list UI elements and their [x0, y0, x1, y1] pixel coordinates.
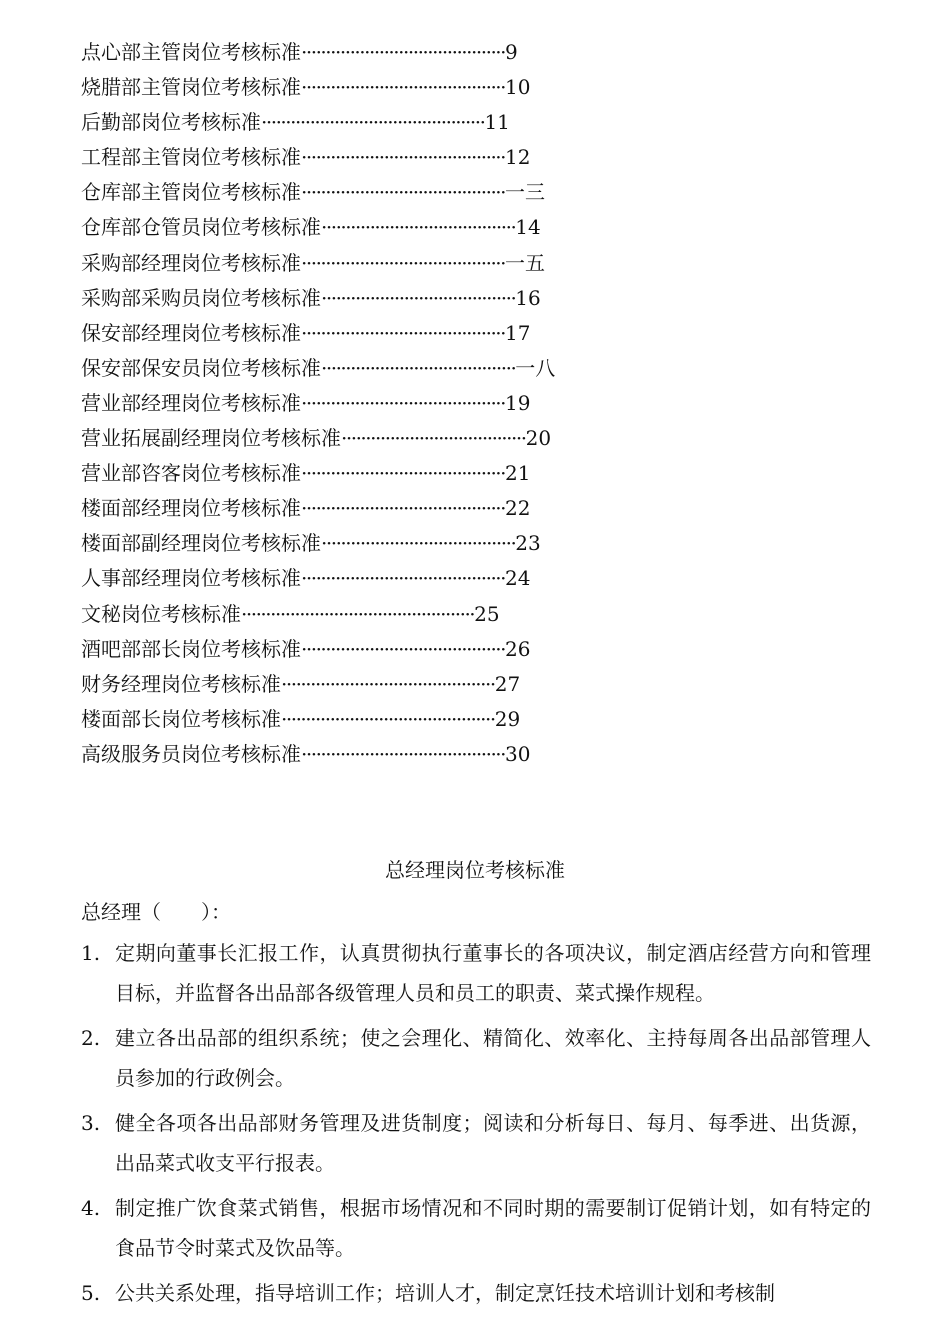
toc-page-number: 17: [505, 320, 531, 345]
toc-dot-leader: ············································: [281, 706, 495, 731]
toc-dot-leader: ··········································: [301, 40, 506, 64]
toc-dot-leader: ··········································: [301, 566, 506, 591]
toc-page-number: 22: [505, 496, 531, 521]
toc-entry[interactable]: [81, 421, 781, 456]
toc-entry[interactable]: [81, 702, 781, 737]
toc-entry[interactable]: [81, 70, 781, 105]
toc-dot-leader: ··········································: [301, 320, 506, 345]
toc-entry[interactable]: [81, 281, 781, 316]
toc-entry-title: 烧腊部主管岗位考核标准: [81, 75, 301, 100]
toc-page-number: 14: [515, 215, 541, 240]
toc-dot-leader: ··········································: [301, 461, 506, 486]
toc-dot-leader: ··········································: [301, 496, 506, 521]
toc-entry[interactable]: [81, 456, 781, 491]
toc-dot-leader: ······································: [341, 426, 526, 451]
toc-entry[interactable]: [81, 386, 781, 421]
toc-page-number: 25: [474, 601, 500, 626]
toc-entry-title: 后勤部岗位考核标准: [81, 110, 261, 135]
toc-entry[interactable]: [81, 105, 781, 140]
toc-page-number: 27: [494, 671, 521, 696]
toc-page-number: 一八: [515, 355, 556, 380]
toc-dot-leader: ················································: [241, 601, 475, 626]
toc-entry-title: 采购部采购员岗位考核标准: [81, 285, 321, 310]
section-title: 总经理岗位考核标准: [385, 858, 565, 882]
list-item: [81, 1188, 871, 1268]
toc-entry-title: 仓库部主管岗位考核标准: [81, 180, 301, 205]
toc-dot-leader: ········································: [321, 215, 516, 240]
toc-entry-title: 营业拓展副经理岗位考核标准: [81, 426, 341, 451]
toc-dot-leader: ··········································: [301, 250, 506, 275]
toc-entry[interactable]: [81, 632, 781, 667]
list-item: [81, 933, 871, 1013]
toc-dot-leader: ··········································: [301, 145, 506, 170]
toc-page-number: 30: [505, 741, 531, 766]
toc-entry[interactable]: [81, 561, 781, 596]
toc-entry-title: 营业部咨客岗位考核标准: [81, 461, 301, 486]
item-number: 2.: [81, 1026, 101, 1050]
toc-dot-leader: ··········································: [301, 180, 506, 205]
toc-entry-title: 文秘岗位考核标准: [81, 601, 241, 626]
toc-entry-title: 采购部经理岗位考核标准: [81, 250, 301, 275]
role-line: 总经理（ ）：: [81, 900, 231, 924]
toc-page-number: 26: [505, 636, 531, 661]
toc-entry-title: 楼面部经理岗位考核标准: [81, 496, 301, 521]
item-number: 4.: [81, 1196, 101, 1220]
toc-entry[interactable]: [81, 597, 781, 632]
list-item: [81, 1018, 871, 1098]
toc-page-number: 一五: [505, 250, 546, 275]
toc-dot-leader: ············································: [281, 671, 495, 696]
toc-entry-title: 保安部保安员岗位考核标准: [81, 355, 321, 380]
item-number: 3.: [81, 1111, 101, 1135]
toc-entry-title: 楼面部副经理岗位考核标准: [81, 531, 321, 556]
toc-page-number: 23: [515, 531, 541, 556]
toc-entry-title: 点心部主管岗位考核标准: [81, 40, 301, 64]
toc-dot-leader: ········································: [321, 531, 516, 556]
toc-page-number: 20: [525, 426, 552, 451]
item-text: 建立各出品部的组织系统；使之会理化、精简化、效率化、主持每周各出品部管理人员参加的行政例会。: [115, 1026, 871, 1090]
toc-entry[interactable]: [81, 351, 781, 386]
toc-dot-leader: ········································: [321, 285, 516, 310]
toc-page-number: 16: [515, 285, 541, 310]
toc-page-number: 12: [505, 145, 531, 170]
toc-entry[interactable]: [81, 210, 781, 245]
toc-entry-title: 楼面部长岗位考核标准: [81, 706, 281, 731]
toc-entry-title: 财务经理岗位考核标准: [81, 671, 281, 696]
table-of-contents: [81, 35, 781, 772]
toc-page-number: 19: [505, 390, 531, 415]
toc-dot-leader: ········································: [321, 355, 516, 380]
toc-dot-leader: ··········································: [301, 75, 506, 100]
toc-page-number: 11: [484, 110, 510, 135]
toc-entry[interactable]: [81, 667, 781, 702]
toc-entry-title: 保安部经理岗位考核标准: [81, 320, 301, 345]
toc-page-number: 9: [505, 40, 518, 64]
toc-entry[interactable]: [81, 140, 781, 175]
item-text: 公共关系处理，指导培训工作；培训人才，制定烹饪技术培训计划和考核制: [115, 1281, 775, 1305]
item-number: 1.: [81, 941, 101, 965]
toc-page-number: 21: [505, 461, 531, 486]
item-number: 5.: [81, 1281, 101, 1305]
toc-entry[interactable]: [81, 246, 781, 281]
toc-entry[interactable]: [81, 526, 781, 561]
item-text: 制定推广饮食菜式销售，根据市场情况和不同时期的需要制订促销计划，如有特定的食品节令时菜式及饮品等。: [115, 1196, 871, 1260]
toc-entry-title: 人事部经理岗位考核标准: [81, 566, 301, 591]
toc-dot-leader: ··············································: [261, 110, 485, 135]
toc-entry[interactable]: [81, 35, 781, 70]
toc-entry[interactable]: [81, 175, 781, 210]
toc-entry-title: 仓库部仓管员岗位考核标准: [81, 215, 321, 240]
list-item: [81, 1273, 871, 1313]
toc-page-number: 24: [505, 566, 531, 591]
list-item: [81, 1103, 871, 1183]
toc-entry-title: 工程部主管岗位考核标准: [81, 145, 301, 170]
toc-dot-leader: ··········································: [301, 636, 506, 661]
toc-dot-leader: ··········································: [301, 390, 506, 415]
item-text: 健全各项各出品部财务管理及进货制度；阅读和分析每日、每月、每季进、出货源，出品菜式收支平行报表。: [115, 1111, 871, 1175]
toc-page-number: 一三: [505, 180, 546, 205]
toc-entry-title: 高级服务员岗位考核标准: [81, 741, 301, 766]
toc-entry-title: 酒吧部部长岗位考核标准: [81, 636, 301, 661]
toc-dot-leader: ··········································: [301, 741, 506, 766]
item-text: 定期向董事长汇报工作，认真贯彻执行董事长的各项决议，制定酒店经营方向和管理目标，并监督各出品部各级管理人员和员工的职责、菜式操作规程。: [115, 941, 871, 1005]
toc-entry[interactable]: [81, 491, 781, 526]
duties-list: [81, 933, 871, 1318]
toc-entry[interactable]: [81, 316, 781, 351]
toc-entry-title: 营业部经理岗位考核标准: [81, 390, 301, 415]
toc-page-number: 29: [494, 706, 521, 731]
toc-page-number: 10: [505, 75, 531, 100]
toc-entry[interactable]: [81, 737, 781, 772]
